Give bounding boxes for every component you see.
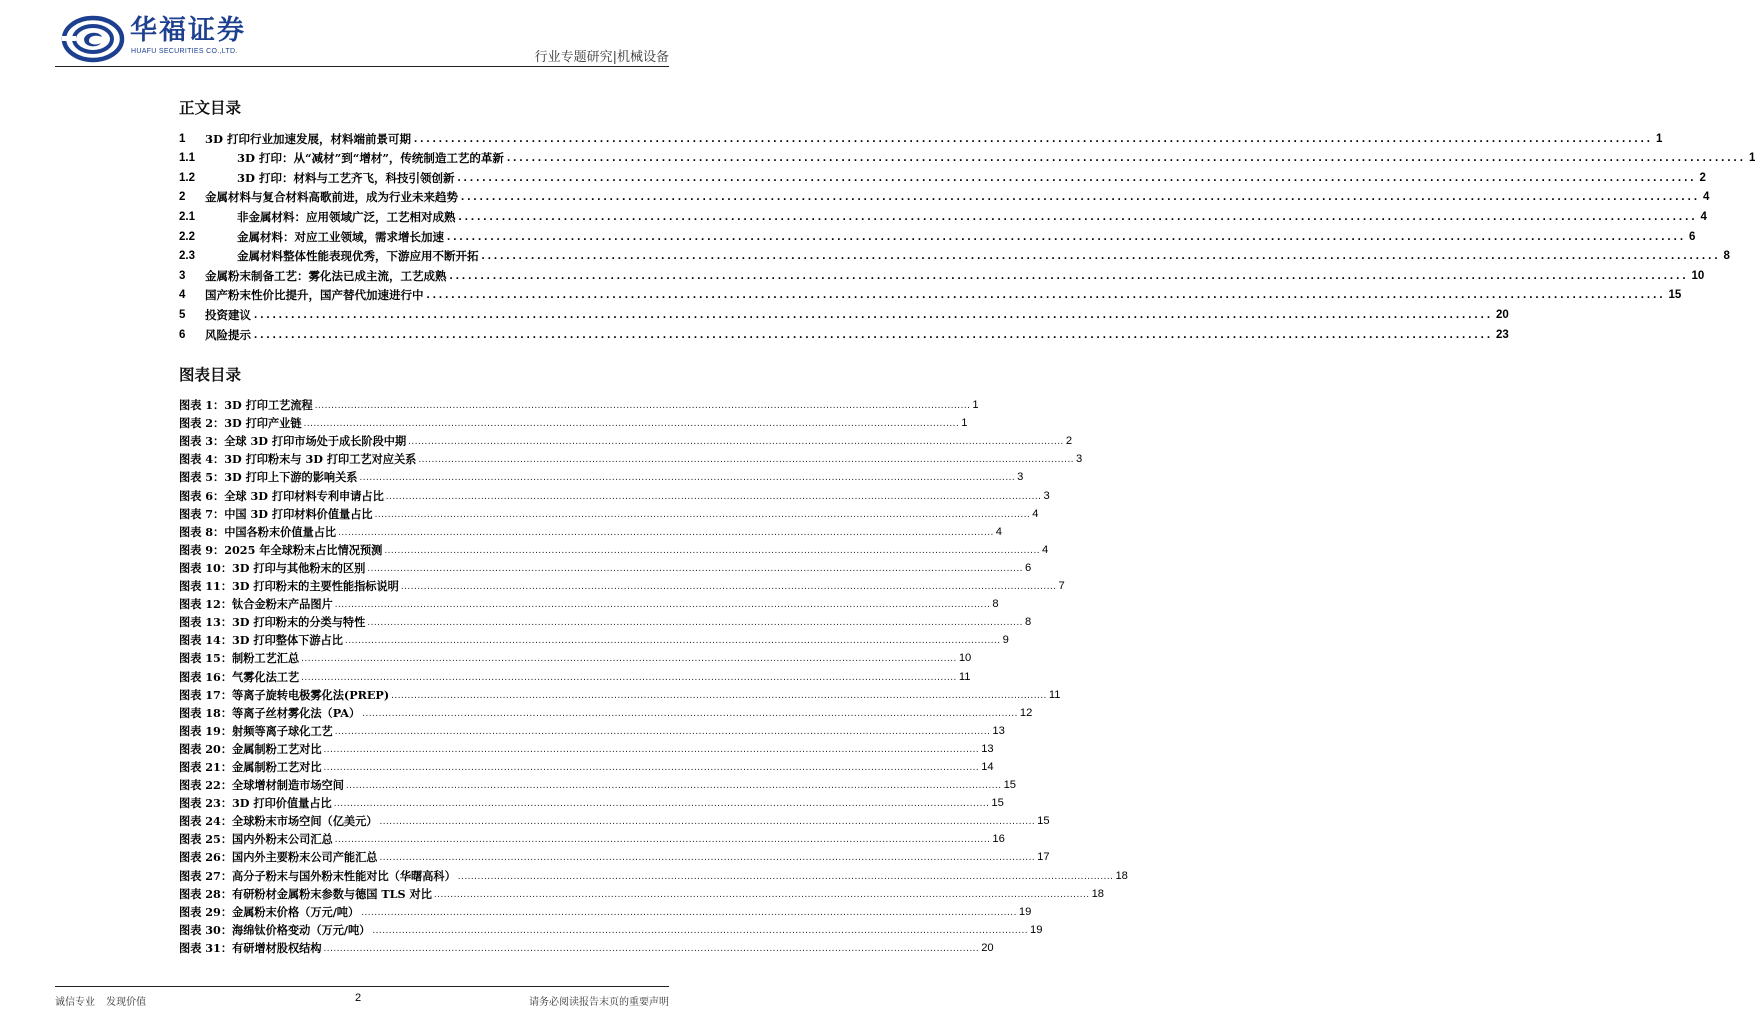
toc-entry-title: 金属材料与复合材料高歌前进，成为行业未来趋势 xyxy=(205,190,458,205)
figure-entry-page: 7 xyxy=(1058,580,1065,593)
figure-entry[interactable] xyxy=(179,937,994,955)
toc-entry-number: 6 xyxy=(179,328,186,341)
figure-entry-page: 15 xyxy=(991,797,1004,810)
toc-entry[interactable] xyxy=(179,322,1509,342)
dot-leader: ........................................................................................................................................................................................................ xyxy=(433,888,1090,900)
dot-leader: ........................................................................................................................................................................................................ xyxy=(334,599,991,611)
dot-leader: ........................................................................................................................................................................................................ xyxy=(303,418,960,430)
toc-list xyxy=(179,126,1755,342)
toc-entry[interactable] xyxy=(179,244,1730,264)
figure-entry-page: 12 xyxy=(1019,706,1033,719)
figure-entry-title: 图表 10：3D 打印与其他粉末的区别 xyxy=(179,560,366,575)
figure-entry[interactable] xyxy=(179,810,1050,829)
figure-entry-title: 图表 27：高分子粉末与国外粉末性能对比（华曙高科） xyxy=(179,868,456,883)
toc-entry-page: 4 xyxy=(1703,191,1710,204)
dot-leader: ........................................................................................................................................................................................................ xyxy=(458,210,1698,223)
toc-entry[interactable] xyxy=(179,283,1682,303)
dot-leader: ........................................................................................................................................................................................................ xyxy=(254,308,1494,321)
figure-entry-title: 图表 22：全球增材制造市场空间 xyxy=(179,778,344,793)
figure-entry[interactable] xyxy=(179,593,999,612)
dot-leader: ........................................................................................................................................................................................................ xyxy=(449,269,1689,282)
figure-entry-title: 图表 30：海绵钛价格变动（万元/吨） xyxy=(179,922,371,937)
figure-entry[interactable] xyxy=(179,774,1017,793)
figure-entry[interactable] xyxy=(179,539,1049,557)
toc-entry-title: 金属粉末制备工艺：雾化法已成主流，工艺成熟 xyxy=(205,268,447,283)
dot-leader: ........................................................................................................................................................................................................ xyxy=(333,798,990,810)
figure-entry[interactable] xyxy=(179,430,1073,449)
dot-leader: ........................................................................................................................................................................................................ xyxy=(447,230,1687,243)
figure-entry-page: 3 xyxy=(1043,489,1050,502)
figure-entry[interactable] xyxy=(179,720,1005,738)
figure-entry[interactable] xyxy=(179,521,1003,539)
toc-entry[interactable] xyxy=(179,263,1705,283)
toc-entry-title: 风险提示 xyxy=(205,327,251,342)
toc-entry-number: 1.1 xyxy=(179,152,195,165)
footer-disclaimer: 请务必阅读报告末页的重要声明 xyxy=(529,997,669,1008)
figure-entry-page: 8 xyxy=(992,598,999,611)
toc-entry-title: 投资建议 xyxy=(205,307,251,322)
dot-leader: ........................................................................................................................................................................................................ xyxy=(345,780,1002,792)
figure-entry-title: 图表 7：中国 3D 打印材料价值量占比 xyxy=(179,506,373,521)
figure-entry-title: 图表 3：全球 3D 打印市场处于成长阶段中期 xyxy=(179,434,407,449)
figure-entry-title: 图表 4：3D 打印粉末与 3D 打印工艺对应关系 xyxy=(179,452,417,467)
toc-entry-number: 4 xyxy=(179,289,186,302)
figure-entry-page: 4 xyxy=(1032,507,1039,520)
dot-leader: ........................................................................................................................................................................................................ xyxy=(426,289,1666,302)
figure-entry-page: 16 xyxy=(992,833,1005,846)
figure-entry-title: 图表 21：金属制粉工艺对比 xyxy=(179,759,322,774)
dot-leader: ........................................................................................................................................................................................................ xyxy=(457,171,1697,184)
figure-entry-page: 4 xyxy=(995,525,1003,538)
dot-leader: ........................................................................................................................................................................................................ xyxy=(372,924,1029,936)
dot-leader: ........................................................................................................................................................................................................ xyxy=(379,816,1036,828)
figure-entry-page: 2 xyxy=(1065,435,1073,448)
figure-entry-title: 图表 1：3D 打印工艺流程 xyxy=(179,398,313,413)
toc-entry-number: 3 xyxy=(179,269,186,282)
toc-entry-title: 3D 打印：材料与工艺齐飞，科技引领创新 xyxy=(237,170,455,185)
figure-entry-page: 10 xyxy=(958,652,972,665)
dot-leader: ........................................................................................................................................................................................................ xyxy=(301,671,957,683)
footer-slogan: 诚信专业 发现价值 xyxy=(55,997,147,1008)
figure-entry[interactable] xyxy=(179,394,979,413)
dot-leader: ........................................................................................................................................................................................................ xyxy=(461,191,1701,204)
dot-leader: ........................................................................................................................................................................................................ xyxy=(323,942,980,954)
dot-leader: ........................................................................................................................................................................................................ xyxy=(301,653,957,665)
toc-entry[interactable] xyxy=(179,126,1663,146)
dot-leader: ........................................................................................................................................................................................................ xyxy=(314,400,971,412)
figures-heading: 图表目录 xyxy=(179,365,242,384)
figure-entry[interactable] xyxy=(179,883,1105,901)
dot-leader: ........................................................................................................................................................................................................ xyxy=(481,250,1721,263)
dot-leader: ........................................................................................................................................................................................................ xyxy=(418,454,1075,466)
report-category: 行业专题研究|机械设备 xyxy=(534,50,669,65)
figure-entry[interactable] xyxy=(179,828,1005,847)
figure-list xyxy=(179,394,1128,955)
figure-entry-title: 图表 28：有研粉材金属粉末参数与德国 TLS 对比 xyxy=(179,886,432,901)
dot-leader: ........................................................................................................................................................................................................ xyxy=(413,132,1653,145)
toc-entry-page: 1 xyxy=(1656,132,1663,145)
toc-entry-page: 15 xyxy=(1668,289,1682,302)
figure-entry-page: 9 xyxy=(1002,634,1009,647)
figure-entry-page: 1 xyxy=(961,417,968,430)
toc-entry-number: 2.3 xyxy=(179,250,195,263)
dot-leader: ........................................................................................................................................................................................................ xyxy=(367,562,1023,574)
figure-entry-page: 15 xyxy=(1037,815,1050,828)
figure-entry-title: 图表 17：等离子旋转电极雾化法(PREP) xyxy=(179,687,390,702)
figure-entry[interactable] xyxy=(179,919,1043,937)
dot-leader: ........................................................................................................................................................................................................ xyxy=(384,544,1041,556)
dot-leader: ........................................................................................................................................................................................................ xyxy=(408,436,1064,448)
figure-entry[interactable] xyxy=(179,702,1033,720)
figure-entry-title: 图表 18：等离子丝材雾化法（PA） xyxy=(179,705,361,720)
figure-entry-page: 11 xyxy=(958,670,971,683)
figure-entry[interactable] xyxy=(179,629,1009,648)
toc-entry-page: 8 xyxy=(1723,250,1730,263)
figure-entry-title: 图表 25：国内外粉末公司汇总 xyxy=(179,832,333,847)
dot-leader: ........................................................................................................................................................................................................ xyxy=(334,834,991,846)
figure-entry[interactable] xyxy=(179,575,1065,594)
toc-entry-number: 2.2 xyxy=(179,230,195,243)
figure-entry-page: 13 xyxy=(981,742,994,755)
figure-entry-page: 4 xyxy=(1042,543,1049,556)
figure-entry-title: 图表 20：金属制粉工艺对比 xyxy=(179,741,322,756)
toc-entry[interactable] xyxy=(179,185,1710,205)
toc-entry-page: 6 xyxy=(1689,230,1696,243)
figure-entry-page: 15 xyxy=(1003,779,1017,792)
figure-entry-title: 图表 29：金属粉末价格（万元/吨） xyxy=(179,904,360,919)
figure-entry[interactable] xyxy=(179,647,972,666)
figure-entry[interactable] xyxy=(179,557,1032,575)
toc-entry-page: 20 xyxy=(1496,308,1509,321)
figure-entry-page: 11 xyxy=(1048,688,1061,701)
figure-entry-page: 3 xyxy=(1076,453,1083,466)
figure-entry-title: 图表 16：气雾化法工艺 xyxy=(179,669,300,684)
toc-entry-number: 5 xyxy=(179,308,186,321)
figure-entry-title: 图表 23：3D 打印价值量占比 xyxy=(179,796,332,811)
figure-entry[interactable] xyxy=(179,864,1128,883)
figure-entry-title: 图表 5：3D 打印上下游的影响关系 xyxy=(179,470,358,485)
toc-entry[interactable] xyxy=(179,302,1509,322)
toc-entry[interactable] xyxy=(179,165,1706,185)
dot-leader: ........................................................................................................................................................................................................ xyxy=(379,852,1036,864)
figure-entry[interactable] xyxy=(179,503,1039,521)
figure-entry[interactable] xyxy=(179,448,1083,467)
huafu-logo-icon xyxy=(62,15,124,63)
dot-leader: ........................................................................................................................................................................................................ xyxy=(374,508,1031,520)
page-header xyxy=(0,0,724,70)
toc-entry-title: 国产粉末性价比提升，国产替代加速进行中 xyxy=(205,288,424,303)
figure-entry-page: 13 xyxy=(992,724,1005,737)
figure-entry-title: 图表 24：全球粉末市场空间（亿美元） xyxy=(179,814,378,829)
figure-entry-page: 3 xyxy=(1017,471,1024,484)
figure-entry-title: 图表 9：2025 年全球粉末占比情况预测 xyxy=(179,542,383,557)
figure-entry[interactable] xyxy=(179,846,1050,865)
dot-leader: ........................................................................................................................................................................................................ xyxy=(457,870,1114,882)
figure-entry[interactable] xyxy=(179,684,1061,702)
dot-leader: ........................................................................................................................................................................................................ xyxy=(385,490,1042,502)
toc-entry-title: 金属材料整体性能表现优秀，下游应用不断开拓 xyxy=(237,249,479,264)
figure-entry[interactable] xyxy=(179,412,968,431)
figure-entry-page: 19 xyxy=(1018,905,1032,918)
figure-entry[interactable] xyxy=(179,756,994,774)
toc-entry-number: 2 xyxy=(179,191,186,204)
toc-heading: 正文目录 xyxy=(179,98,242,117)
toc-entry-page: 2 xyxy=(1699,171,1706,184)
toc-entry-title: 金属材料：对应工业领域，需求增长加速 xyxy=(237,229,444,244)
toc-entry[interactable] xyxy=(179,224,1696,244)
figure-entry-title: 图表 13：3D 打印粉末的分类与特性 xyxy=(179,615,366,630)
figure-entry-page: 20 xyxy=(981,941,994,954)
dot-leader: ........................................................................................................................................................................................................ xyxy=(400,581,1057,593)
toc-entry-page: 23 xyxy=(1496,328,1509,341)
toc-entry-number: 2.1 xyxy=(179,210,195,223)
dot-leader: ........................................................................................................................................................................................................ xyxy=(367,617,1023,629)
figure-entry-title: 图表 14：3D 打印整体下游占比 xyxy=(179,633,343,648)
footer-divider xyxy=(55,986,669,987)
brand-name-cn: 华福证券 xyxy=(130,15,246,46)
figure-entry-title: 图表 26：国内外主要粉末公司产能汇总 xyxy=(179,850,378,865)
figure-entry[interactable] xyxy=(179,901,1032,919)
figure-entry-title: 图表 6：全球 3D 打印材料专利申请占比 xyxy=(179,488,384,503)
toc-entry[interactable] xyxy=(179,146,1755,166)
dot-leader: ........................................................................................................................................................................................................ xyxy=(323,743,980,755)
toc-entry-page: 4 xyxy=(1700,210,1707,223)
figure-entry-title: 图表 19：射频等离子球化工艺 xyxy=(179,723,333,738)
toc-entry-number: 1.2 xyxy=(179,171,195,184)
figure-entry-page: 18 xyxy=(1091,887,1105,900)
toc-entry-page: 1 xyxy=(1748,152,1755,165)
brand-name-en: HUAFU SECURITIES CO.,LTD. xyxy=(131,48,238,55)
toc-entry-title: 3D 打印行业加速发展，材料端前景可期 xyxy=(205,131,411,146)
dot-leader: ........................................................................................................................................................................................................ xyxy=(334,725,991,737)
figure-entry[interactable] xyxy=(179,792,1004,811)
figure-entry-title: 图表 8：中国各粉末价值量占比 xyxy=(179,524,337,539)
dot-leader: ........................................................................................................................................................................................................ xyxy=(391,689,1047,701)
toc-entry-page: 10 xyxy=(1691,269,1705,282)
dot-leader: ........................................................................................................................................................................................................ xyxy=(506,152,1746,165)
figure-entry-page: 6 xyxy=(1024,561,1032,574)
figure-entry-title: 图表 11：3D 打印粉末的主要性能指标说明 xyxy=(179,579,399,594)
dot-leader: ........................................................................................................................................................................................................ xyxy=(344,635,1001,647)
figure-entry-page: 14 xyxy=(981,760,994,773)
header-divider xyxy=(55,66,669,67)
figure-entry-page: 19 xyxy=(1030,923,1043,936)
dot-leader: ........................................................................................................................................................................................................ xyxy=(323,761,980,773)
figure-entry-title: 图表 15：制粉工艺汇总 xyxy=(179,651,300,666)
figure-entry-title: 图表 12：钛合金粉末产品图片 xyxy=(179,597,333,612)
figure-entry[interactable] xyxy=(179,484,1050,503)
figure-entry[interactable] xyxy=(179,738,994,756)
toc-entry[interactable] xyxy=(179,204,1707,224)
toc-entry-title: 3D 打印：从“减材”到“增材”，传统制造工艺的革新 xyxy=(237,151,504,166)
dot-leader: ........................................................................................................................................................................................................ xyxy=(359,472,1016,484)
figure-entry[interactable] xyxy=(179,466,1024,485)
toc-entry-title: 非金属材料：应用领域广泛，工艺相对成熟 xyxy=(237,209,456,224)
figure-entry-page: 18 xyxy=(1115,869,1128,882)
figure-entry[interactable] xyxy=(179,665,971,684)
page-number: 2 xyxy=(355,992,362,1004)
figure-entry[interactable] xyxy=(179,611,1032,630)
figure-entry-title: 图表 31：有研增材股权结构 xyxy=(179,940,322,955)
dot-leader: ........................................................................................................................................................................................................ xyxy=(338,526,994,538)
dot-leader: ........................................................................................................................................................................................................ xyxy=(361,906,1017,918)
dot-leader: ........................................................................................................................................................................................................ xyxy=(362,707,1018,719)
toc-entry-number: 1 xyxy=(179,132,186,145)
dot-leader: ........................................................................................................................................................................................................ xyxy=(254,328,1494,341)
figure-entry-page: 17 xyxy=(1037,851,1050,864)
figure-entry-page: 1 xyxy=(972,399,979,412)
figure-entry-title: 图表 2：3D 打印产业链 xyxy=(179,416,302,431)
figure-entry-page: 8 xyxy=(1024,616,1032,629)
